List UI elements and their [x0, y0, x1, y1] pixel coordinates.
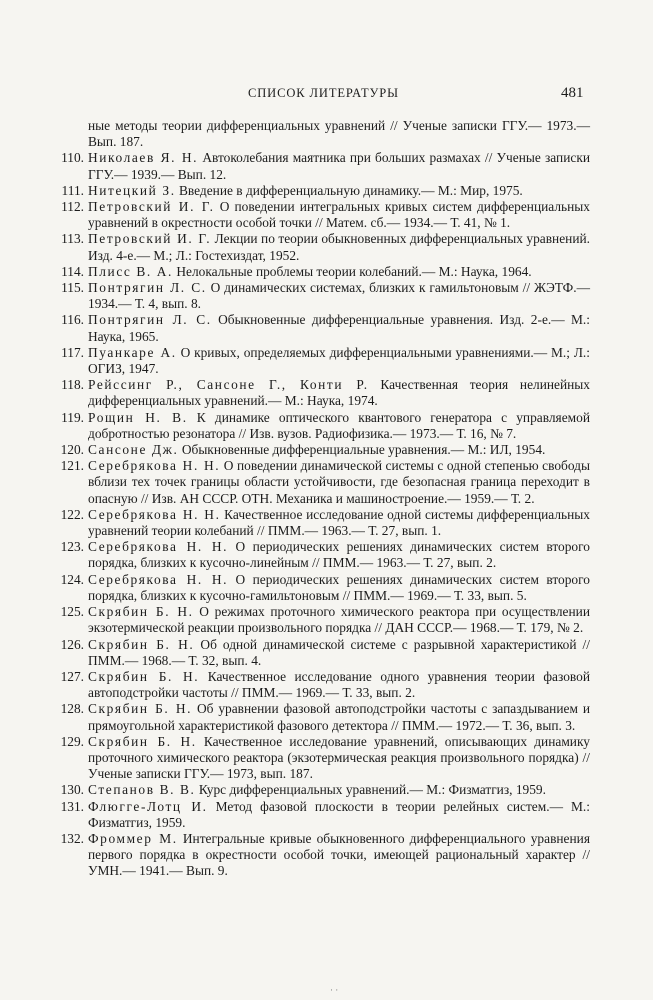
reference-author: Скрябин Б. Н. — [88, 636, 195, 652]
reference-author: Пуанкаре А. — [88, 344, 177, 360]
reference-number: 124. — [60, 571, 84, 587]
reference-author: Скрябин Б. Н. — [88, 701, 193, 717]
reference-author: Нитецкий З. — [88, 182, 176, 198]
reference-author: Николаев Я. Н. — [88, 150, 199, 166]
reference-text: О периодических решениях динамических систем второго порядка, близких к кусочно-линейным // ПММ.— 1963.— Т. 27, вып. 2. — [88, 539, 590, 571]
reference-item — [60, 830, 590, 880]
reference-number: 112. — [61, 199, 84, 215]
reference-number: 119. — [61, 409, 84, 425]
reference-number: 126. — [60, 636, 84, 652]
reference-author: Серебрякова Н. Н. — [88, 539, 229, 555]
reference-number: 116. — [61, 312, 84, 328]
reference-number: 125. — [60, 604, 84, 620]
reference-author: Скрябин Б. Н. — [88, 604, 194, 620]
reference-author: Серебрякова Н. Н. — [88, 571, 229, 587]
reference-number: 121. — [60, 458, 84, 474]
reference-author: Серебрякова Н. Н. — [88, 458, 221, 474]
reference-item — [61, 199, 591, 231]
reference-author: Фроммер М. — [88, 830, 178, 846]
reference-text: Нелокальные проблемы теории колебаний.— М.: Наука, 1964. — [173, 263, 532, 279]
reference-continuation: ные методы теории дифференциальных уравнений // Ученые записки ГГУ.— 1973.— Вып. 187. — [88, 118, 590, 150]
reference-item — [61, 280, 590, 312]
reference-item — [60, 733, 590, 783]
reference-text: О периодических решениях динамических систем второго порядка, близких к кусочно-гамильтоновым // ПММ.— 1969.— Т. 33, вып. 5. — [88, 571, 590, 603]
reference-item — [61, 182, 590, 199]
reference-item — [60, 539, 590, 571]
scan-mark: · · — [330, 985, 339, 995]
reference-author: Плисс В. А. — [88, 263, 173, 279]
reference-item — [60, 782, 590, 798]
reference-item — [61, 150, 590, 182]
reference-text: Введение в дифференциальную динамику.— М.: Мир, 1975. — [175, 182, 523, 198]
running-title: СПИСОК ЛИТЕРАТУРЫ — [248, 86, 399, 100]
reference-text: Качественное исследование одной системы дифференциальных уравнений теории колебаний // ПММ.— 1963.— Т. 27, вып. 1. — [88, 506, 590, 539]
reference-author: Скрябин Б. Н. — [88, 668, 200, 684]
reference-text: Качественное исследование одного уравнения теории фазовой автоподстройки частоты // ПММ.— 1969.— Т. 33, вып. 2. — [88, 668, 590, 701]
reference-author: Сансоне Дж. — [88, 442, 179, 458]
reference-author: Серебрякова Н. Н. — [88, 506, 221, 522]
reference-number: 129. — [60, 733, 84, 749]
page-header — [0, 86, 653, 108]
page-number: 481 — [561, 85, 584, 101]
reference-item — [60, 636, 590, 669]
reference-text: Обыкновенные дифференциальные уравнения. Изд. 2-е.— М.: Наука, 1965. — [88, 312, 590, 344]
reference-author: Рейссинг Р., Сансоне Г., Конти Р. — [88, 377, 369, 393]
reference-author: Петровский И. Г. — [88, 199, 215, 215]
reference-number: 122. — [60, 506, 84, 522]
reference-text: Метод фазовой плоскости в теории релейных систем.— М.: Физматгиз, 1959. — [88, 798, 590, 830]
reference-number: 131. — [60, 798, 84, 814]
reference-number: 113. — [61, 231, 84, 247]
reference-number: 127. — [60, 668, 84, 684]
reference-text: О поведении интегральных кривых систем дифференциальных уравнений в окрестности особой точки // Матем. сб.— 1934.— Т. 41, № 1. — [88, 199, 591, 231]
reference-item — [60, 571, 590, 604]
reference-text: Интегральные кривые обыкновенного дифференциального уравнения первого порядка в окрестности особой точки, имеющей рациональный характер // УМН.— 1941.— Вып. 9. — [88, 830, 590, 879]
reference-number: 110. — [61, 150, 84, 166]
reference-number: 132. — [60, 830, 84, 846]
reference-number: 130. — [60, 782, 84, 798]
reference-text: О режимах проточного химического реактора при осуществлении экзотермической реакции произвольного порядка // ДАН СССР.— 1968.— Т. 179, № 2. — [88, 604, 590, 636]
reference-number: 123. — [60, 539, 84, 555]
reference-author: Флюгге-Лотц И. — [88, 798, 208, 814]
reference-item — [60, 604, 590, 636]
reference-text: Обыкновенные дифференциальные уравнения.— М.: ИЛ, 1954. — [178, 442, 546, 458]
reference-author: Понтрягин Л. С. — [88, 280, 207, 296]
reference-item — [60, 506, 590, 539]
reference-number: 117. — [61, 344, 84, 360]
reference-item — [61, 312, 590, 344]
reference-text: О кривых, определяемых дифференциальными уравнениями.— М.; Л.: ОГИЗ, 1947. — [88, 344, 590, 377]
reference-item — [61, 344, 590, 377]
reference-item — [60, 442, 590, 458]
reference-author: Скрябин Б. Н. — [88, 733, 197, 749]
reference-author: Петровский И. Г. — [88, 231, 212, 247]
reference-number: 118. — [61, 377, 84, 393]
reference-text: Курс дифференциальных уравнений.— М.: Физматгиз, 1959. — [195, 782, 546, 798]
reference-text: Лекции по теории обыкновенных дифференциальных уравнений. Изд. 4-е.— М.; Л.: Гостехиздат, 1952. — [88, 231, 590, 263]
reference-author: Понтрягин Л. С. — [88, 312, 212, 328]
reference-number: 128. — [60, 701, 84, 717]
reference-item — [61, 409, 590, 442]
reference-text: Об уравнении фазовой автоподстройки частоты с запаздыванием и прямоугольной характеристикой фазового детектора // ПММ.— 1972.— Т. 36, вып. 3. — [88, 701, 590, 733]
reference-number: 111. — [61, 182, 84, 198]
reference-item — [61, 263, 590, 280]
reference-item — [60, 701, 590, 733]
reference-list — [60, 118, 591, 880]
reference-number: 120. — [60, 442, 84, 458]
reference-number: 115. — [61, 280, 84, 296]
reference-number: 114. — [61, 263, 84, 279]
reference-item — [61, 377, 590, 409]
reference-item — [61, 231, 590, 263]
reference-text: Качественная теория нелинейных дифференциальных уравнений.— М.: Наука, 1974. — [88, 377, 590, 409]
reference-text: О поведении динамической системы с одной степенью свободы вблизи тех точек границы области устойчивости, где безопасная граница переходит в опасную // Изв. АН СССР. ОТН. Механика и машиностроение.— 1959.— Т. 2. — [88, 458, 590, 506]
reference-item — [60, 668, 590, 701]
reference-text: Об одной динамической системе с разрывной характеристикой // ПММ.— 1968.— Т. 32, вып. 4. — [88, 636, 590, 668]
reference-text: К динамике оптического квантового генератора с управляемой добротностью резонатора // Изв. вузов. Радиофизика.— 1973.— Т. 16, № 7. — [88, 409, 590, 441]
reference-text: Автоколебания маятника при больших размахах // Ученые записки ГГУ.— 1939.— Вып. 12. — [88, 150, 590, 182]
reference-item — [60, 798, 590, 831]
reference-author: Степанов В. В. — [88, 782, 196, 798]
reference-author: Рощин Н. В. — [88, 409, 188, 425]
reference-text: О динамических системах, близких к гамильтоновым // ЖЭТФ.— 1934.— Т. 4, вып. 8. — [88, 280, 590, 312]
reference-item — [60, 458, 590, 507]
reference-text: Качественное исследование уравнений, описывающих динамику проточного химического реактора (экзотермическая реакция произвольного порядка) // Ученые записки ГГУ.— 1973, вып. 187. — [88, 733, 590, 782]
